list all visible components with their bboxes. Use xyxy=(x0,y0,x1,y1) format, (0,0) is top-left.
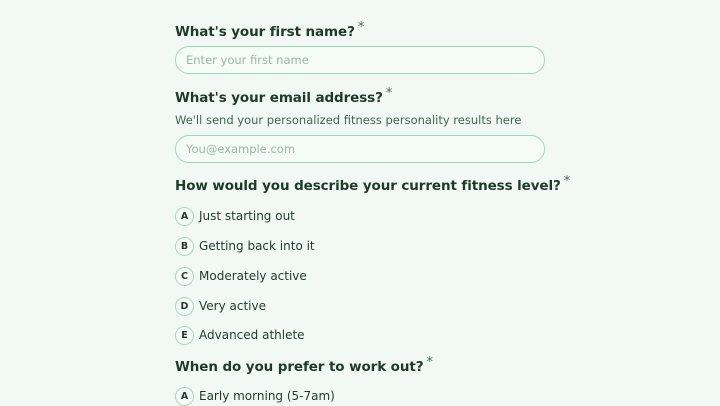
required-asterisk: * xyxy=(426,355,433,370)
required-asterisk: * xyxy=(357,20,365,35)
first-name-question-text: What's your first name? xyxy=(175,24,355,40)
option-label: Moderately active xyxy=(199,269,307,283)
first-name-question-title xyxy=(175,20,365,40)
fitness-level-option-b[interactable] xyxy=(175,236,315,256)
fitness-level-question-title xyxy=(175,174,571,194)
email-question-title xyxy=(175,86,393,106)
required-asterisk: * xyxy=(563,174,571,189)
fitness-level-option-c[interactable] xyxy=(175,266,307,286)
email-question-subtitle: We'll send your personalized fitness personality results here xyxy=(175,113,522,127)
required-asterisk: * xyxy=(385,86,393,101)
first-name-input[interactable] xyxy=(175,46,545,74)
option-key-badge: D xyxy=(175,297,194,316)
workout-time-option-a[interactable] xyxy=(175,386,335,406)
fitness-level-question-text: How would you describe your current fitness level? xyxy=(175,178,561,194)
fitness-level-option-d[interactable] xyxy=(175,296,266,316)
option-label: Getting back into it xyxy=(199,239,315,253)
option-label: Just starting out xyxy=(199,209,295,223)
fitness-level-option-e[interactable] xyxy=(175,325,305,345)
option-key-badge: A xyxy=(175,387,194,406)
option-key-badge: A xyxy=(175,207,194,226)
workout-time-question-text: When do you prefer to work out? xyxy=(175,359,424,375)
option-label: Early morning (5-7am) xyxy=(199,389,335,403)
option-key-badge: E xyxy=(175,326,194,345)
option-key-badge: B xyxy=(175,237,194,256)
fitness-level-option-a[interactable] xyxy=(175,206,295,226)
option-label: Very active xyxy=(199,299,266,313)
option-key-badge: C xyxy=(175,267,194,286)
email-input[interactable] xyxy=(175,135,545,163)
email-question-text: What's your email address? xyxy=(175,90,383,106)
workout-time-question-title xyxy=(175,355,433,375)
option-label: Advanced athlete xyxy=(199,328,305,342)
